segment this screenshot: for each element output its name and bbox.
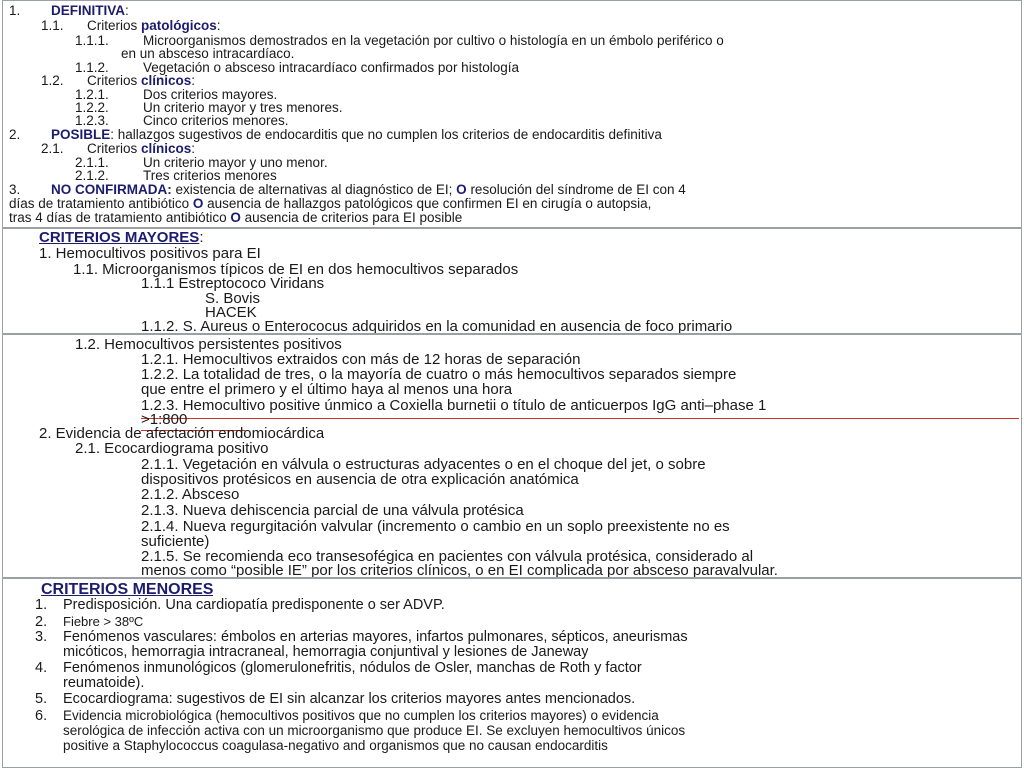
item-1-1-1: 1.1.1. Microorganismos demostrados en la vegetación por cultivo o histología en un émbolo periférico o [75,33,724,48]
item-no-confirmada: 3. NO CONFIRMADA: existencia de alternativas al diagnóstico de EI; O resolución del síndrome de EI con 4 [9,182,686,197]
item-definitiva: 1. DEFINITIVA: [9,3,129,18]
item-no-confirmada-line2: días de tratamiento antibiótico O ausencia de hallazgos patológicos que confirmen EI en cirugía o autopsia, [9,196,652,211]
criterios-menores-panel [2,578,1022,768]
mayores-cont-line-5: 1.2.3. Hemocultivo positive únmico a Coxiella burnetii o título de anticuerpos IgG anti–phase 1 [141,398,767,414]
criterios-menores-title: CRITERIOS MENORES [41,581,214,598]
item-1-2: 1.2. Criterios clínicos: [41,73,196,88]
item-1-1-2: 1.1.2. Vegetación o absceso intracardíaco confirmados por histología [75,60,519,75]
mayores-cont-line-7: 2. Evidencia de afectación endomiocárdica [39,426,325,442]
menores-item-2: 2. Fiebre > 38ºC [35,614,144,630]
item-2-1: 2.1. Criterios clínicos: [41,141,196,156]
item-2-1-1: 2.1.1. Un criterio mayor y uno menor. [75,155,328,170]
menores-item-1: 1. Predisposición. Una cardiopatía predisponente o ser ADVP. [35,598,445,613]
mayores-line-2: 1.1. Microorganismos típicos de EI en dos hemocultivos separados [73,262,519,278]
mayores-line-4: S. Bovis [205,291,261,307]
mayores-line-1: 1. Hemocultivos positivos para EI [39,246,261,262]
item-1-1: 1.1. Criterios patológicos: [41,18,221,33]
mayores-cont-line-3: 1.2.2. La totalidad de tres, o la mayoría de cuatro o más hemocultivos separados siempre [141,367,737,383]
menores-item-5: 5. Ecocardiograma: sugestivos de EI sin alcanzar los criterios mayores antes mencionados. [35,692,636,707]
mayores-line-5: HACEK [205,305,257,321]
mayores-cont-line-1: 1.2. Hemocultivos persistentes positivos [75,337,342,353]
menores-item-4-cont: reumatoide). [63,676,145,691]
mayores-line-6: 1.1.2. S. Aureus o Enterococus adquiridos en la comunidad en ausencia de foco primario [141,319,733,334]
mayores-cont-line-12: 2.1.3. Nueva dehiscencia parcial de una válvula protésica [141,503,524,519]
menores-item-6: 6. Evidencia microbiológica (hemocultivos positivos que no cumplen los criterios mayores) o evidencia [35,708,659,724]
item-posible: 2. POSIBLE: hallazgos sugestivos de endocarditis que no cumplen los criterios de endocarditis definitiva [9,127,662,142]
menores-item-6-cont-2: positive a Staphylococcus coagulasa-negativo and organismos que no causan endocarditis [63,738,608,753]
mayores-cont-line-6: >1:800 [141,412,188,428]
mayores-cont-line-4: que entre el primero y el último haya al menos una hora [141,382,513,398]
criterios-mayores-title: CRITERIOS MAYORES: [39,230,204,246]
item-1-1-1-cont: en un absceso intracardíaco. [121,46,295,61]
mayores-cont-line-8: 2.1. Ecocardiograma positivo [75,441,269,457]
mayores-cont-line-15: 2.1.5. Se recomienda eco transesofégica en pacientes con válvula protésica, considerado al [141,549,754,565]
mayores-cont-line-13: 2.1.4. Nueva regurgitación valvular (incremento o cambio en un soplo preexistente no es [141,519,730,535]
menores-item-6-cont-1: serológica de infección activa con un microorganismo que produce EI. Se excluyen hemocultivos únicos [63,723,686,738]
mayores-cont-line-16: menos como “posible IE” por los criterios clínicos, o en EI complicada por absceso paravalvular. [141,563,778,578]
menores-item-3-cont: micóticos, hemorragia intracraneal, hemorragia conjuntival y lesiones de Janeway [63,645,589,660]
criterios-mayores-continued-panel [2,334,1022,578]
item-1-2-2: 1.2.2. Un criterio mayor y tres menores. [75,100,343,115]
menores-item-3: 3. Fenómenos vasculares: émbolos en arterias mayores, infartos pulmonares, sépticos, aneurismas [35,630,688,645]
item-2-1-2: 2.1.2. Tres criterios menores [75,168,277,183]
item-no-confirmada-line3: tras 4 días de tratamiento antibiótico O ausencia de criterios para EI posible [9,210,463,225]
mayores-cont-line-11: 2.1.2. Absceso [141,487,240,503]
red-underline [141,418,1019,419]
criterios-mayores-panel [2,228,1022,334]
mayores-line-3: 1.1.1 Estreptococo Viridans [141,276,325,292]
mayores-cont-line-10: dispositivos protésicos en ausencia de otra explicación anatómica [141,472,579,488]
mayores-cont-line-2: 1.2.1. Hemocultivos extraidos con más de 12 horas de separación [141,352,581,368]
definitions-panel [2,0,1022,228]
item-1-2-1: 1.2.1. Dos criterios mayores. [75,87,278,102]
mayores-cont-line-9: 2.1.1. Vegetación en válvula o estructuras adyacentes o en el choque del jet, o sobre [141,457,706,473]
menores-item-4: 4. Fenómenos inmunológicos (glomerulonefritis, nódulos de Osler, manchas de Roth y factor [35,661,642,676]
mayores-cont-line-14: suficiente) [141,534,210,550]
item-1-2-3: 1.2.3. Cinco criterios menores. [75,113,289,128]
